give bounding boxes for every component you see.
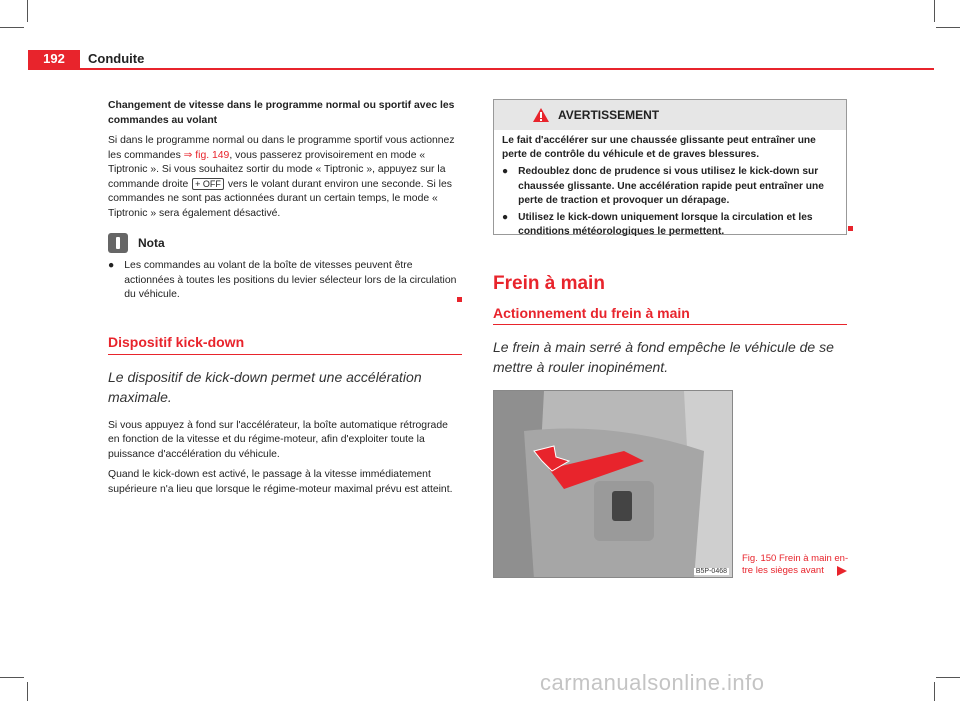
nota-text: Les commandes au volant de la boîte de vitesses peuvent être actionnées à toutes les positions du levier sélecteur lors de la circulation du véhicule.	[124, 260, 457, 300]
title-rule	[493, 324, 847, 325]
left-column	[108, 99, 462, 503]
bullet-icon: ●	[108, 260, 115, 271]
warning-title: AVERTISSEMENT	[558, 108, 660, 122]
paragraph	[108, 134, 462, 221]
watermark: carmanualsonline.info	[540, 670, 765, 695]
key-plus-off: + OFF	[192, 178, 224, 190]
right-column	[493, 273, 847, 383]
handbrake-illustration	[494, 391, 733, 578]
paragraph-text: , vous passerez provisoirement en mode « Tiptronic ». Si vous souhaitez sortir du mode « Tiptronic », appuyez sur la commande droite	[108, 149, 446, 190]
caption-line: Fig. 150 Frein à main en-	[742, 553, 849, 564]
bullet-icon: ●	[502, 166, 509, 178]
section-heading: Changement de vitesse dans le programme normal ou sportif avec les commandes au volant	[108, 100, 455, 126]
handbrake-figure	[493, 390, 733, 578]
sub-title: Actionnement du frein à main	[493, 304, 690, 321]
header-rule	[28, 68, 934, 70]
kickdown-lead: Le dispositif de kick-down permet une accélération maximale.	[108, 368, 422, 405]
bullet-icon: ●	[502, 212, 509, 224]
crop-mark	[934, 0, 935, 22]
figure-caption	[742, 553, 848, 577]
page-number: 192	[28, 50, 80, 68]
kickdown-paragraph-1: Si vous appuyez à fond sur l'accélérateur, la boîte automatique rétrograde en fonction de la vitesse et du régime-moteur, afin d'exploiter toute la puissance d'accélération du véhicule.	[108, 419, 448, 460]
warning-intro: Le fait d'accélérer sur une chaussée glissante peut entraîner une perte de contrôle du véhicule et de graves blessures.	[502, 135, 816, 161]
figure-code: B5P-0468	[695, 568, 727, 575]
kickdown-title: Dispositif kick-down	[108, 334, 245, 350]
crop-mark	[0, 677, 24, 678]
main-title: Frein à main	[493, 273, 605, 294]
caption-line: tre les sièges avant	[742, 565, 824, 576]
nota-header	[108, 233, 462, 253]
continue-arrow-icon	[837, 566, 847, 576]
warning-body	[494, 130, 846, 243]
kickdown-paragraph-2: Quand le kick-down est activé, le passage à la vitesse immédiatement supérieure n'a lieu que lorsque le régime-moteur maximal prévu est atteint.	[108, 469, 453, 495]
paragraph-text: Si dans le programme normal ou dans le programme sportif vous actionnez les commandes	[108, 135, 455, 161]
paragraph-text: vers le volant durant environ une seconde. Si les commandes ne sont pas actionnées durant un certain temps, le mode « Tiptronic » sera également désactivé.	[108, 178, 452, 219]
crop-mark	[936, 27, 960, 28]
info-icon	[108, 233, 128, 253]
section-title: Conduite	[88, 51, 145, 66]
crop-mark	[27, 682, 28, 701]
handbrake-lead: Le frein à main serré à fond empêche le véhicule de se mettre à rouler inopinément.	[493, 339, 834, 375]
warning-item	[502, 211, 838, 239]
warning-item-text: Utilisez le kick-down uniquement lorsque la circulation et les conditions météorologiques le permettent.	[518, 212, 813, 238]
crop-mark	[27, 0, 28, 22]
crop-mark	[936, 677, 960, 678]
crop-mark	[934, 682, 935, 701]
warning-box	[493, 99, 847, 238]
kickdown-section	[108, 335, 462, 497]
nota-item	[108, 259, 462, 303]
figure-link[interactable]: ⇒ fig. 149	[183, 149, 230, 161]
title-rule	[108, 354, 462, 355]
end-marker-icon	[457, 297, 462, 302]
end-marker-icon	[848, 226, 853, 231]
warning-triangle-icon	[532, 107, 550, 123]
crop-mark	[0, 27, 24, 28]
warning-header	[494, 100, 846, 130]
warning-item	[502, 165, 838, 208]
nota-label: Nota	[138, 235, 165, 250]
warning-item-text: Redoublez donc de prudence si vous utilisez le kick-down sur chaussée glissante. Une accélération rapide peut entraîner une perte de traction et provoquer un dérapage.	[518, 166, 824, 206]
